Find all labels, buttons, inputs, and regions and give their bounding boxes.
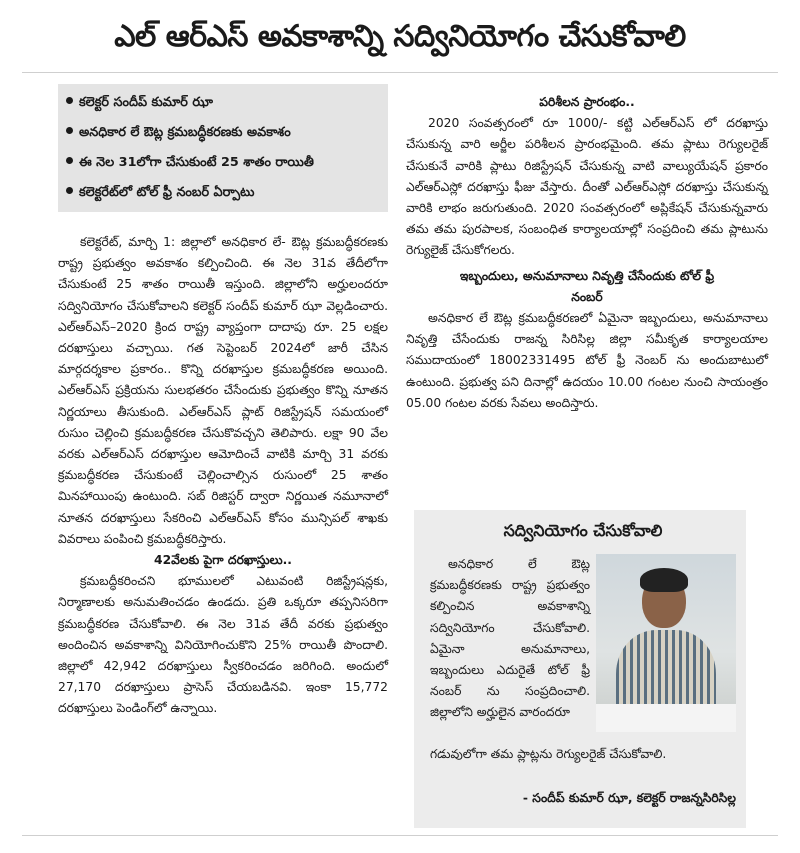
subheading-applications: 42వేలకు పైగా దరఖాస్తులు.. (154, 553, 292, 568)
quote-byline: - సందీప్ కుమార్ ఝా, కలెక్టర్ రాజన్నసిరిసిల్ల (522, 791, 736, 805)
collector-photo (596, 554, 736, 732)
intro-paragraph: కలెక్టరేట్, మార్చి 1: జిల్లాలో అనధికార లే- ఔట్ల క్రమబద్ధీకరణకు రాష్ట్ర ప్రభుత్వం అవకాశం కల్పించింది. ఈ నెల 31వ తేదీలోగా చేసుకుంటే 25 శాతం రాయితీ ఇస్తుంది. జిల్లాలోని అర్హులందరూ సద్వినియోగం చేసుకోవాలని కలెక్టర్ సందీప్ కుమార్ ఝా వెల్లడించారు. ఎల్ఆర్ఎస్–2020 క్రింద రాష్ట్ర వ్యాప్తంగా దాదాపు రూ. 25 లక్షల దరఖాస్తులు వచ్చాయి. గత సెప్టెంబర్ 2024లో జారీ చేసిన మార్గదర్శకాల ప్రకారం.. కొన్ని దరఖాస్తుల క్రమబద్ధీకరణ అయింది. ఎల్ఆర్ఎస్ ప్రక్రియను సులభతరం చేసేందుకు ప్రభుత్వం కొన్ని నూతన నిర్ణయాలు తీసుకుంది. ఎల్ఆర్ఎస్ ప్లాట్ రిజిస్ట్రేషన్ సమయంలో రుసుం చెల్లించి క్రమబద్ధీకరణ చేసుకొవచ్చని తెలిపారు. లక్షా 90 వేల వరకు ఎల్ఆర్ఎస్ దరఖాస్తుల ఆమోదించే వాటికి మార్చి 31 వరకు క్రమబద్ధీకరణ చేసుకుంటే చెల్లించాల్సిన రుసుంలో 25 శాతం మినహాయింపు ఉంటుంది. సబ్ రిజిస్టర్ ద్వారా నిర్ణయిత నమూనాలో నూతన దరఖాస్తులు సేకరించి ఎల్ఆర్ఎస్ కోసం మున్సిపల్ శాఖకు వివరాలు పంపించి క్రమబద్ధీకరిస్తారు. (58, 235, 388, 546)
highlight-item: అనధికార లే ఔట్ల క్రమబద్ధీకరణకు అవకాశం (64, 118, 382, 148)
footer-divider (22, 835, 778, 836)
applications-paragraph: క్రమబద్ధీకరించని భూములలో ఎటువంటి రిజిస్ట్రేషన్లకు, నిర్మాణాలకు అనుమతించడం ఉండదు. ప్రతి ఒక్కరూ తప్పనిసరిగా క్రమబద్ధీకరణ చేసుకోవాలి. ఈ నెల 31వ తేదీ వరకు ప్రభుత్వం అందించిన అవకాశాన్ని వినియోగించుకొని 25% రాయితీ పొందాలి. జిల్లాలో 42,942 దరఖాస్తులు స్వీకరించడం జరిగింది. అందులో 27,170 దరఖాస్తులు ప్రాసెస్ చేయబడినవి. ఇంకా 15,772 దరఖాస్తులు పెండింగ్‌లో ఉన్నాయి. (58, 574, 388, 716)
subheading-tollfree: ఇబ్బందులు, అనుమానాలు నివృత్తి చేసేందుకు టోల్ ఫ్రీ నంబర్ (459, 268, 715, 304)
subheading-inspection: పరిశీలన ప్రారంభం.. (539, 95, 635, 109)
highlight-item: కలెక్టర్ సందీప్ కుమార్ ఝా (64, 88, 382, 118)
inspection-paragraph: 2020 సంవత్సరంలో రూ 1000/- కట్టి ఎల్ఆర్ఎస్ లో దరఖాస్తు చేసుకున్న వారి అర్జీల పరిశీలన ప్రారంభమైంది. తమ ప్లాటు రెగ్యులరైజ్ చేసుకునే వారికి ప్లాటు రిజిస్ట్రేషన్ చేసుకున్న వాటి వాల్యుయేషన్ ప్రకారం ఎల్ఆర్ఎస్లో దరఖాస్తు ఫీజు వేస్తారు. దీంతో ఎల్ఆర్ఎస్లో దరఖాస్తు చేసుకున్న వారికి లాభం జరుగుతుంది. 2020 సంవత్సరంలో అప్లికేషన్ చేసుకున్నవారు తమ తమ పురపాలక, సంబంధిత కార్యాలయాల్లో సంప్రదించి తమ ప్లాటును రెగ్యులైజ్ చేసుకోగలరు. (406, 116, 768, 258)
quote-box (414, 510, 746, 828)
header-divider (22, 72, 778, 73)
photo-hair (640, 568, 688, 592)
headline: ఎల్ ఆర్ఎస్ అవకాశాన్ని సద్వినియోగం చేసుకోవాలి (114, 19, 686, 54)
highlight-item: ఈ నెల 31లోగా చేసుకుంటే 25 శాతం రాయితీ (64, 148, 382, 178)
tollfree-paragraph: అనధికార లే ఔట్ల క్రమబద్ధీకరణలో ఏమైనా ఇబ్బందులు, అనుమానాలు నివృత్తి చేసేందుకు రాజన్న సిరిసిల్ల జిల్లా సమీకృత కార్యాలయాల సముదాయంలో 18002331495 టోల్ ఫ్రీ నెంబర్ ను అందుబాటులో ఉంటుంది. ప్రభుత్వ పని దినాల్లో ఉదయం 10.00 గంటల నుంచి సాయంత్రం 05.00 గంటల వరకు సేవలు అందిస్తారు. (406, 311, 768, 410)
quote-box-title: సద్వినియోగం చేసుకోవాలి (503, 521, 663, 540)
right-column (406, 92, 768, 414)
quote-continuation: గడువులోగా తమ ప్లాట్లను రెగ్యులరైజ్ చేసుకోవాలి. (430, 747, 667, 761)
photo-desk (596, 704, 736, 732)
quote-paragraph: అనధికార లే ఔట్ల క్రమబద్ధీకరణకు రాష్ట్ర ప్రభుత్వం కల్పించిన అవకాశాన్ని సద్వినియోగం చేసుకోవాలి. ఏమైనా అనుమానాలు, ఇబ్బందులు ఎదురైతే టోల్ ఫ్రీ నంబర్ ను సంప్రదించాలి. జిల్లాలోని అర్హులైన వారందరూ (430, 557, 590, 720)
left-column (58, 232, 388, 720)
highlights-box (58, 84, 388, 212)
quote-box-text (430, 554, 590, 724)
highlight-item: కలెక్టరేట్‌లో టోల్ ఫ్రీ నంబర్ ఏర్పాటు (64, 178, 382, 208)
